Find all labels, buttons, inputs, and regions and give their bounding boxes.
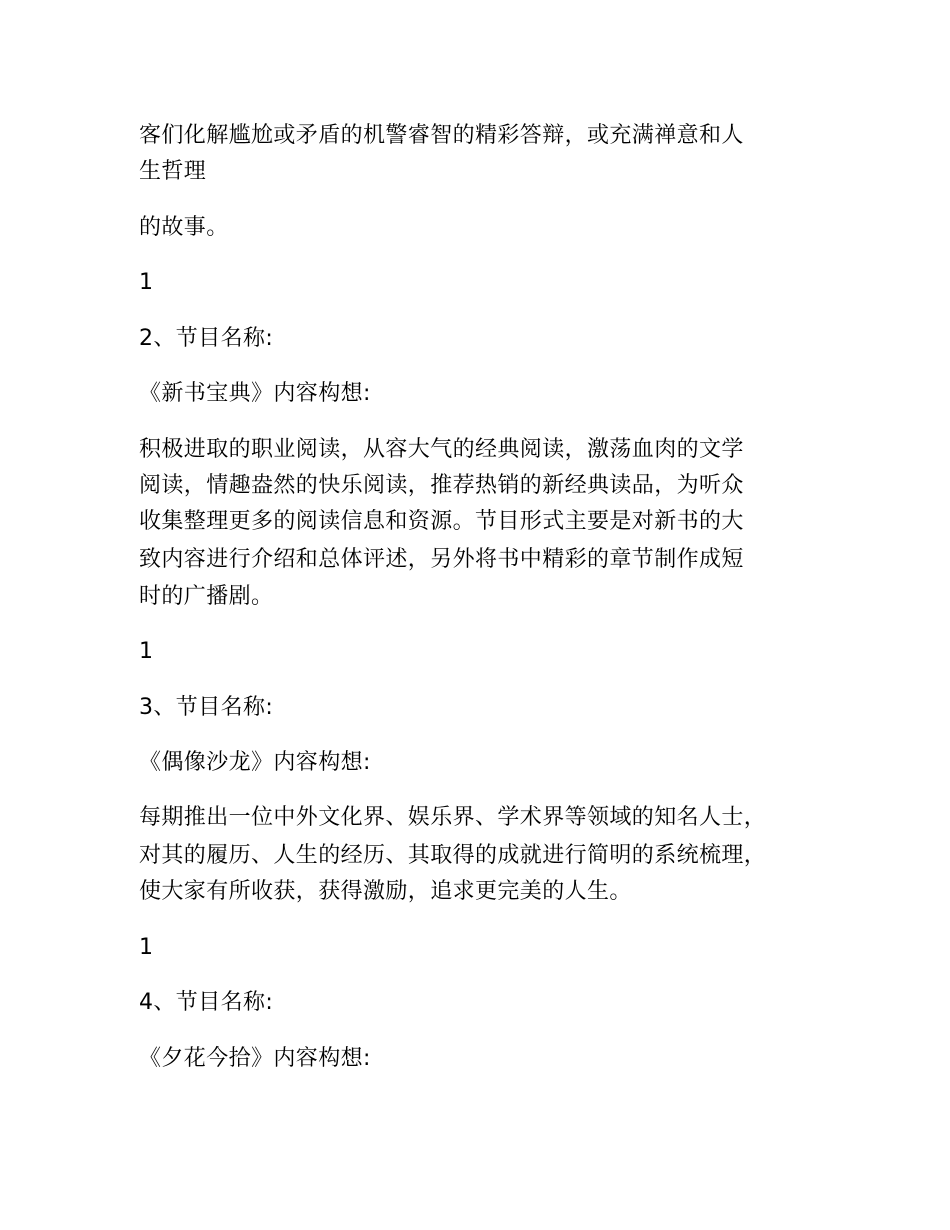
item-number: 1 (139, 639, 154, 664)
body-text-line: 积极进取的职业阅读，从容大气的经典阅读，激荡血肉的文学 (139, 437, 744, 462)
item-number: 1 (139, 935, 154, 960)
body-text-line: 客们化解尴尬或矛盾的机警睿智的精彩答辩，或充满禅意和人 (139, 123, 744, 148)
body-text-line: 阅读，情趣盎然的快乐阅读，推荐热销的新经典读品，为听众 (139, 473, 744, 498)
body-text-line: 每期推出一位中外文化界、娱乐界、学术界等领域的知名人士， (139, 805, 767, 830)
body-text-line: 的故事。 (139, 215, 229, 240)
program-title: 《新书宝典》内容构想: (139, 381, 371, 406)
item-number: 1 (139, 270, 154, 295)
body-text-line: 致内容进行介绍和总体评述，另外将书中精彩的章节制作成短 (139, 547, 744, 572)
body-text-line: 使大家有所收获，获得激励，追求更完美的人生。 (139, 879, 632, 904)
section-heading: 4、节目名称: (139, 990, 274, 1015)
body-text-line: 生哲理 (139, 159, 207, 184)
section-heading: 3、节目名称: (139, 695, 274, 720)
program-title: 《偶像沙龙》内容构想: (139, 750, 371, 775)
program-title: 《夕花今拾》内容构想: (139, 1046, 371, 1071)
body-text-line: 对其的履历、人生的经历、其取得的成就进行简明的系统梳理， (139, 843, 767, 868)
body-text-line: 收集整理更多的阅读信息和资源。节目形式主要是对新书的大 (139, 509, 744, 534)
section-heading: 2、节目名称: (139, 326, 274, 351)
body-text-line: 时的广播剧。 (139, 584, 274, 609)
